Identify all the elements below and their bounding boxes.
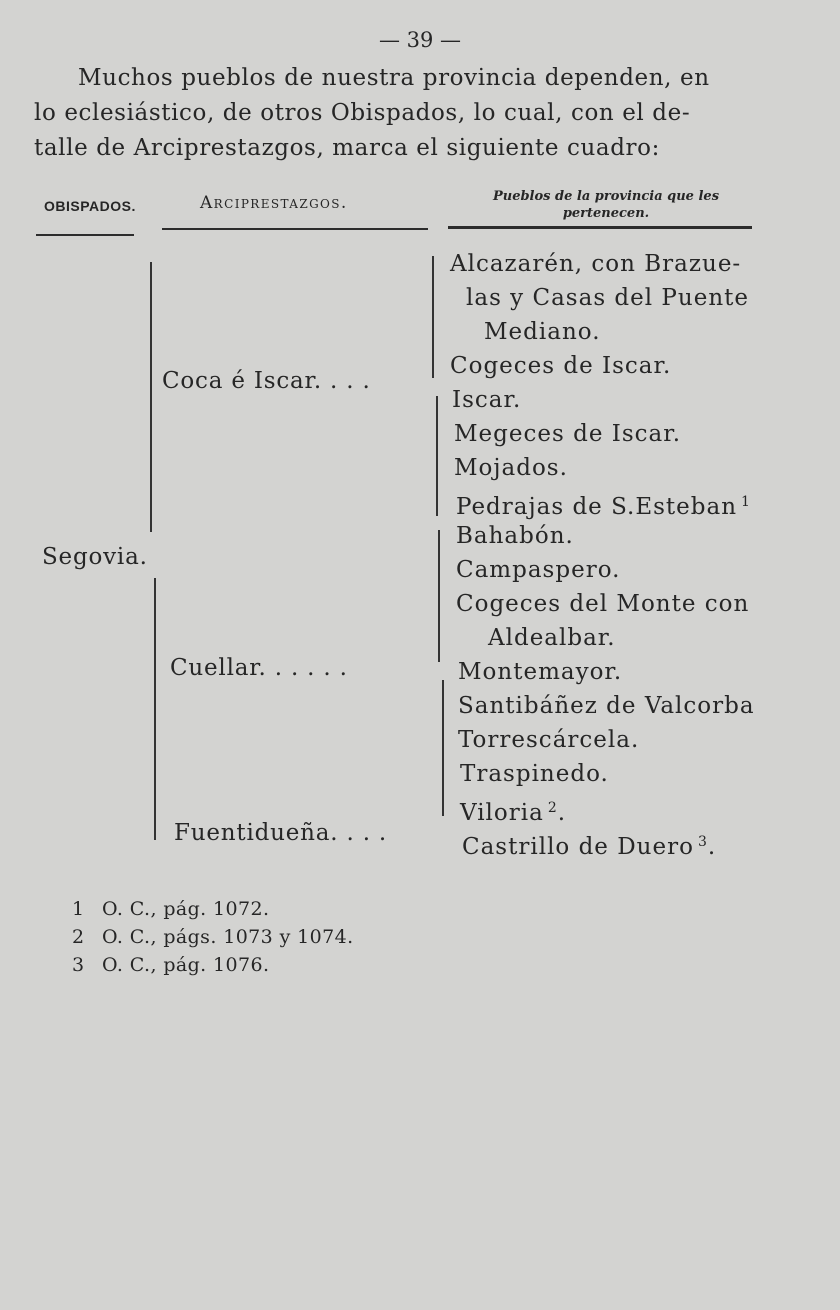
- intro-line-2: lo eclesiástico, de otros Obispados, lo cual, con el de-: [34, 100, 691, 126]
- footnote: 2 O. C., págs. 1073 y 1074.: [72, 926, 354, 948]
- intro-line-3: talle de Arciprestazgos, marca el siguiente cuadro:: [34, 135, 660, 161]
- town-item: Cogeces del Monte con: [456, 591, 750, 617]
- town-item: Mojados.: [454, 455, 568, 481]
- footnote-ref: 2: [547, 800, 558, 816]
- brace-cuellar-lower: [442, 680, 444, 816]
- town-item: las y Casas del Puente: [466, 285, 749, 311]
- arciprestazgo-fuentiduena: Fuentidueña. . . .: [174, 820, 388, 846]
- header-obispados: OBISPADOS.: [44, 198, 136, 214]
- town-item: Castrillo de Duero $^3$.: [462, 834, 717, 860]
- header-rule-arciprestazgos: [162, 228, 428, 230]
- town-item: Mediano.: [484, 319, 601, 345]
- header-arciprestazgos: Arciprestazgos.: [200, 193, 348, 213]
- town-item: Campaspero.: [456, 557, 621, 583]
- header-rule-obispados: [36, 234, 134, 236]
- town-item: Cogeces de Iscar.: [450, 353, 672, 379]
- brace-obispado-lower: [154, 578, 156, 840]
- town-item: Santibáñez de Valcorba: [458, 693, 755, 719]
- town-item: Alcazarén, con Brazue-: [450, 251, 742, 277]
- town-item: Aldealbar.: [488, 625, 616, 651]
- intro-line-1: Muchos pueblos de nuestra provincia dependen, en: [78, 65, 710, 91]
- town-item: Traspinedo.: [460, 761, 609, 787]
- page-number: — 39 —: [378, 28, 462, 52]
- footnote: 1 O. C., pág. 1072.: [72, 898, 270, 920]
- town-item: Montemayor.: [458, 659, 623, 685]
- footnote-ref: 3: [697, 834, 708, 850]
- header-pueblos: Pueblos de la provincia que les pertenecen.: [492, 189, 720, 221]
- town-item: Megeces de Iscar.: [454, 421, 682, 447]
- brace-obispado-upper: [150, 262, 152, 532]
- town-item: Viloria $^2$.: [460, 800, 567, 826]
- footnote: 3 O. C., pág. 1076.: [72, 954, 270, 976]
- header-rule-pueblos: [448, 226, 752, 229]
- arciprestazgo-cuellar: Cuellar. . . . . .: [170, 655, 348, 681]
- footnote-ref: 1: [741, 494, 751, 510]
- brace-cuellar-upper: [438, 530, 440, 662]
- brace-coca-lower: [436, 396, 438, 516]
- brace-coca-upper: [432, 256, 434, 378]
- town-item: Iscar.: [452, 387, 522, 413]
- town-item: Pedrajas de S.Esteban $^1$: [456, 494, 751, 520]
- arciprestazgo-coca-iscar: Coca é Iscar. . . .: [162, 368, 371, 394]
- town-item: Torrescárcela.: [458, 727, 640, 753]
- town-item: Bahabón.: [456, 523, 574, 549]
- obispado-segovia: Segovia.: [42, 544, 148, 570]
